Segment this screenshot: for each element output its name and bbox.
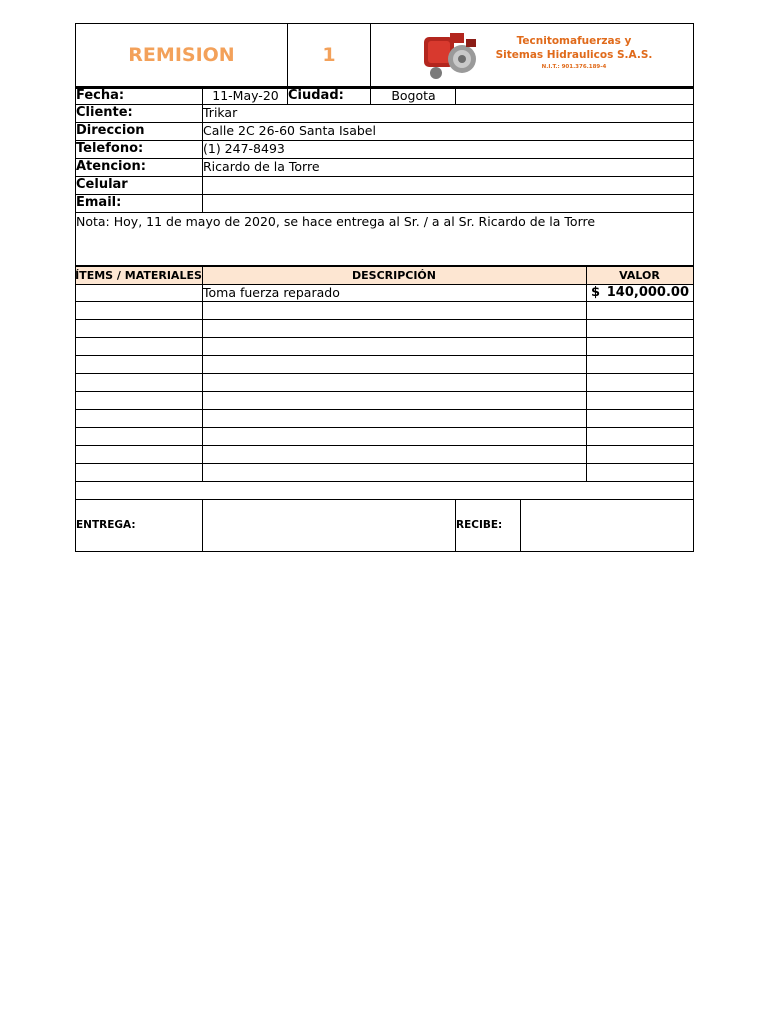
cliente-value: Trikar (203, 105, 238, 120)
fecha-value: 11-May-20 (212, 88, 279, 103)
header-description: DESCRIPCIÓN (352, 269, 436, 282)
header-value: VALOR (619, 269, 660, 282)
company-name-line2: Sitemas Hidraulicos S.A.S. (495, 49, 653, 61)
entrega-label: ENTREGA: (76, 519, 136, 531)
company-nit: N.I.T.: 901.376.189-4 (541, 64, 607, 70)
telefono-label: Telefono: (76, 141, 144, 156)
direccion-value: Calle 2C 26-60 Santa Isabel (203, 123, 376, 138)
recibe-label: RECIBE: (456, 519, 503, 531)
item-description: Toma fuerza reparado (203, 285, 340, 300)
ciudad-value: Bogota (391, 88, 436, 103)
company-logo (420, 27, 482, 83)
header-items: ÍTEMS / MATERIALES (75, 269, 202, 282)
telefono-value: (1) 247-8493 (203, 141, 285, 156)
document-number: 1 (322, 44, 336, 66)
fecha-label: Fecha: (76, 88, 125, 103)
celular-label: Celular (76, 177, 128, 192)
email-label: Email: (76, 195, 122, 210)
item-value: 140,000.00 (606, 285, 689, 300)
atencion-value: Ricardo de la Torre (203, 159, 320, 174)
document-title: REMISION (128, 44, 235, 66)
ciudad-label: Ciudad: (288, 88, 344, 103)
delivery-note: Nota: Hoy, 11 de mayo de 2020, se hace entrega al Sr. / a al Sr. Ricardo de la Torre (76, 214, 596, 229)
item-currency: $ (591, 285, 601, 300)
info-box (75, 87, 694, 267)
direccion-label: Direccion (76, 123, 145, 138)
cliente-label: Cliente: (76, 105, 133, 120)
company-name-line1: Tecnitomafuerzas y (516, 35, 632, 47)
atencion-label: Atencion: (76, 159, 146, 174)
